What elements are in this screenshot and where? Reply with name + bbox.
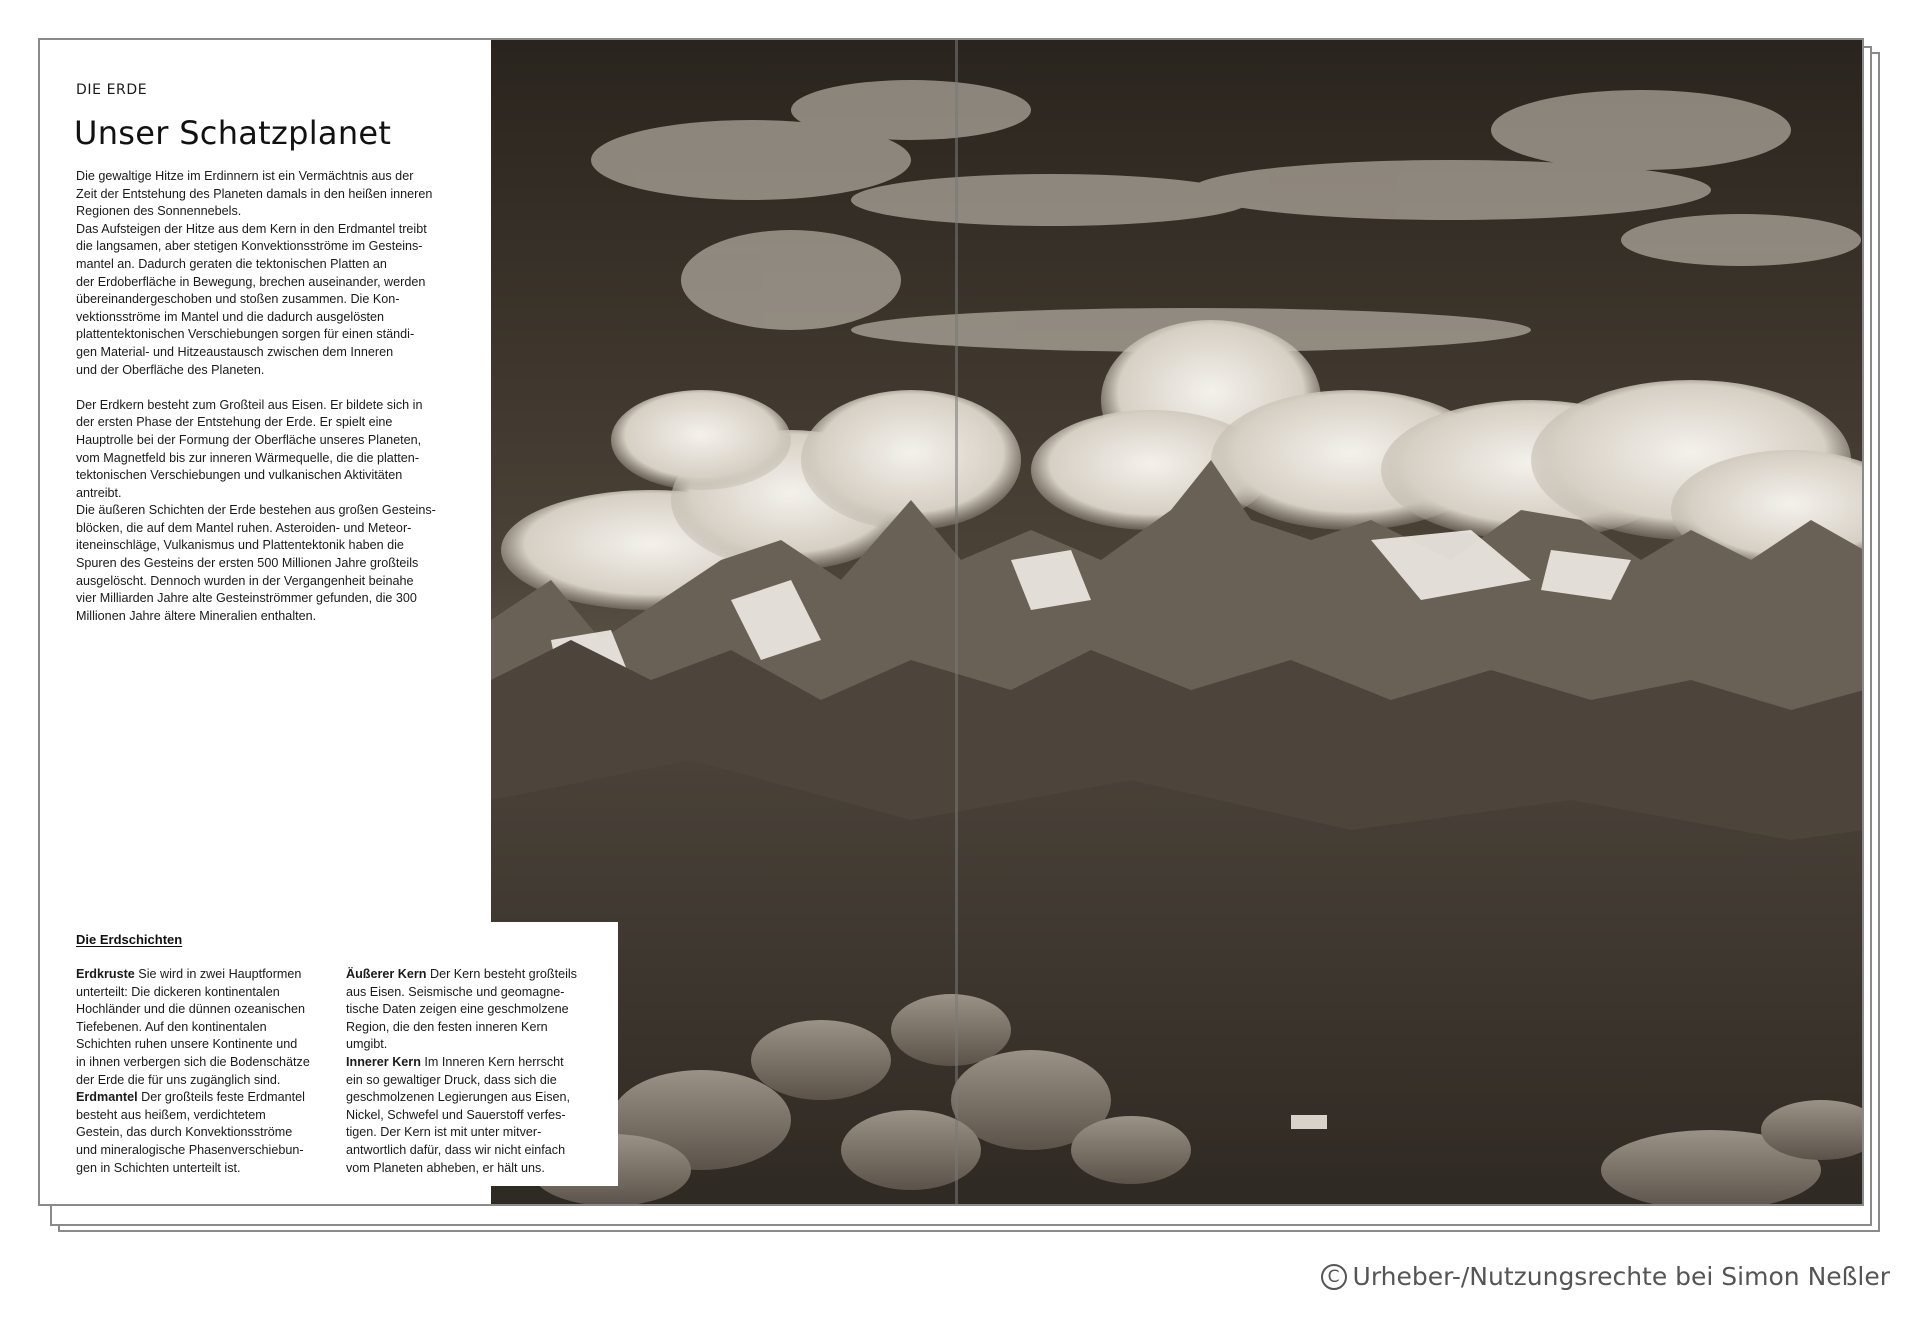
info-box-heading: Die Erdschichten — [76, 932, 183, 947]
entry-text: Sie wird in zwei Hauptformen unterteilt: Die dickeren kontinentalen Hochländer und die dünnen ozeanischen Tiefebenen. Auf den kontinentalen Schichten ruhen unsere Kontinente und in ihnen verbergen sich die Bodenschätze der Erde die für uns zugänglich sind. — [76, 967, 310, 1087]
entry-erdkruste — [76, 966, 326, 1089]
entry-innerer-kern — [346, 1054, 606, 1177]
entry-term: Erdmantel — [76, 1090, 138, 1105]
magazine-spread — [38, 38, 1864, 1206]
entry-aeusserer-kern — [346, 966, 606, 1054]
section-label: DIE ERDE — [76, 82, 148, 98]
body-paragraph: Der Erdkern besteht zum Großteil aus Eisen. Er bildete sich in der ersten Phase der Entstehung der Erde. Er spielt eine Hauptrolle bei der Formung der Oberfläche unseres Planeten, vom Magnetfeld bis zur inneren Wärmequelle, die die platten- tektonischen Verschiebungen und vulkanischen Aktivitäten antreibt. Die äußeren Schichten der Erde bestehen aus großen Gesteins- blöcken, die auf dem Mantel ruhen. Asteroiden- und Meteor- iteneinschläge, Vulkanismus und Plattentektonik haben die Spuren des Gesteins der ersten 500 Millionen Jahre großteils ausgelöscht. Dennoch wurden in der Vergangenheit beinahe vier Milliarden Jahre alte Gesteinströmmer gefunden, die 300 Millionen Jahre ältere Mineralien enthalten. — [76, 397, 436, 623]
entry-text: Der Kern besteht großteils aus Eisen. Seismische und geomagne- tische Daten zeigen eine geschmolzene Region, die den festen inneren Kern umgibt. — [346, 967, 577, 1052]
entry-erdmantel — [76, 1089, 326, 1177]
entry-term: Innerer Kern — [346, 1054, 421, 1069]
spread-gutter — [955, 40, 958, 1206]
info-box-earth-layers — [40, 922, 618, 1186]
entry-text: Der großteils feste Erdmantel besteht aus heißem, verdichtetem Gestein, das durch Konvektionsströme und mineralogische Phasenverschiebun- gen in Schichten unterteilt ist. — [76, 1090, 305, 1175]
copyright-icon: C — [1321, 1264, 1347, 1290]
article-body — [76, 168, 472, 625]
mountain-landscape-image — [491, 40, 1864, 1206]
entry-term: Erdkruste — [76, 967, 135, 981]
mountain-photograph — [491, 40, 1864, 1206]
article-title: Unser Schatzplanet — [74, 114, 392, 152]
copyright-notice — [1321, 1262, 1890, 1291]
info-box-column-left — [76, 966, 326, 1177]
entry-text: Im Inneren Kern herrscht ein so gewaltiger Druck, dass sich die geschmolzenen Legierungen aus Eisen, Nickel, Schwefel und Sauerstoff verfes- tigen. Der Kern ist mit unter mitver- antwortlich dafür, dass wir nicht einfach vom Planeten abheben, er hält uns. — [346, 1054, 571, 1175]
body-paragraph: Die gewaltige Hitze im Erdinnern ist ein Vermächtnis aus der Zeit der Entstehung des Planeten damals in den heißen inneren Regionen des Sonnennebels. Das Aufsteigen der Hitze aus dem Kern in den Erdmantel treibt die langsamen, aber stetigen Konvektionsströme im Gesteins- mantel an. Dadurch geraten die tektonischen Platten an der Erdoberfläche in Bewegung, brechen auseinander, werden übereinandergeschoben und stoßen zusammen. Die Kon- vektionsströme im Mantel und die dadurch ausgelösten plattentektonischen Verschiebungen sorgen für einen ständi- gen Material- und Hitzeaustausch zwischen dem Inneren und der Oberfläche des Planeten. — [76, 169, 433, 377]
copyright-text: Urheber-/Nutzungsrechte bei Simon Neßler — [1352, 1262, 1890, 1291]
entry-term: Äußerer Kern — [346, 967, 427, 981]
info-box-column-right — [346, 966, 606, 1177]
